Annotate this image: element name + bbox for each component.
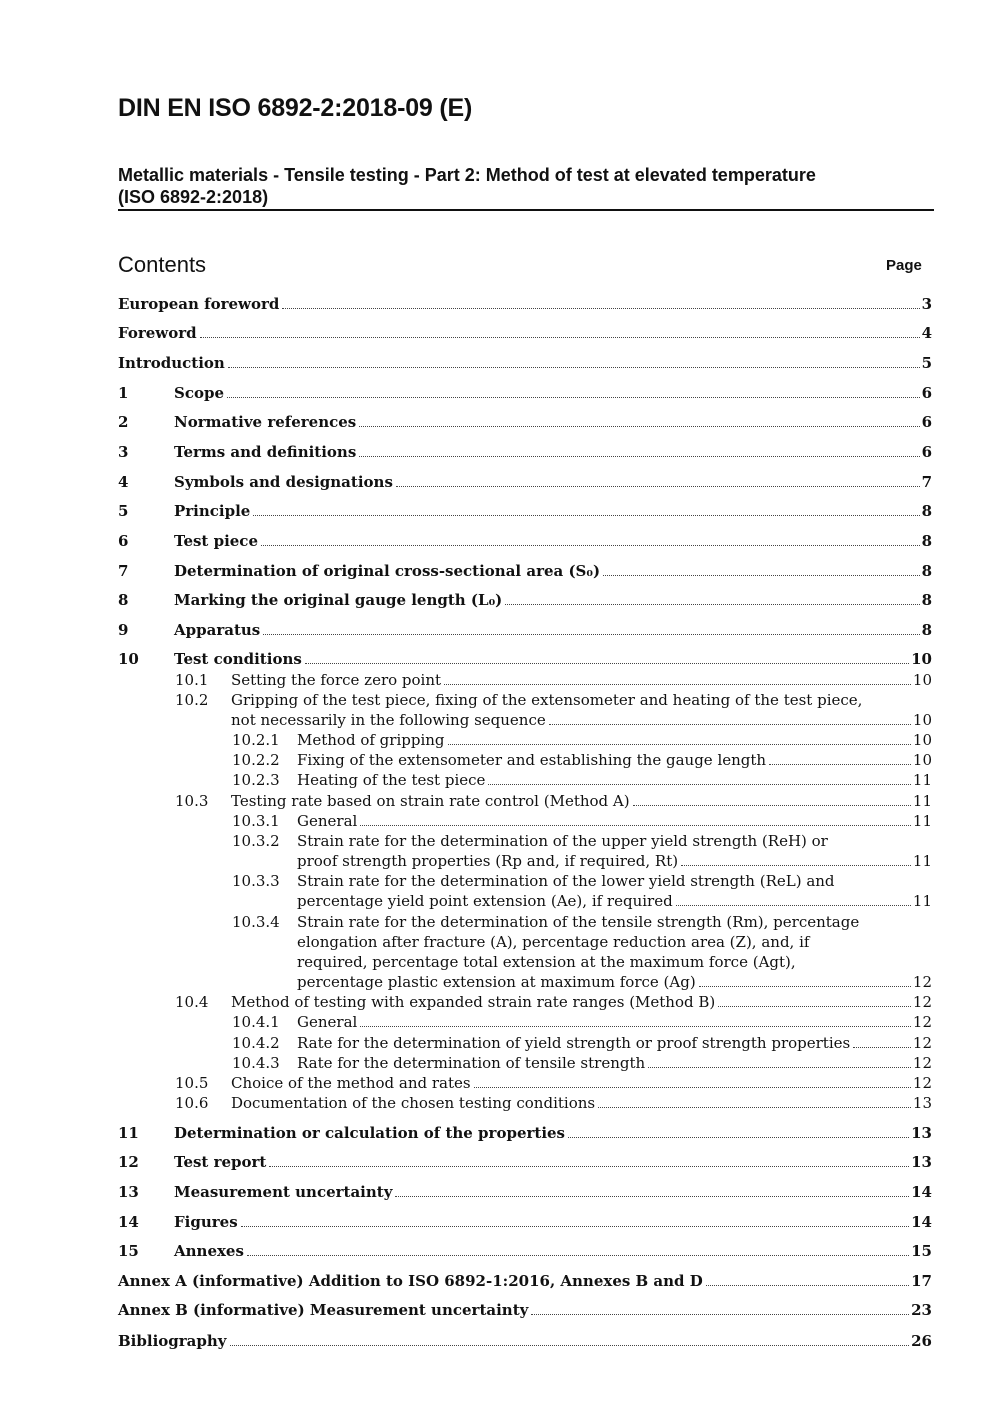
toc-entry-page: 10 <box>912 671 932 689</box>
toc-entry-page: 12 <box>912 1013 932 1031</box>
toc-entry-title: Foreword <box>118 324 197 342</box>
toc-entry[interactable] <box>0 690 932 710</box>
toc-entry[interactable] <box>0 972 932 992</box>
document-title: DIN EN ISO 6892-2:2018-09 (E) <box>118 94 473 122</box>
toc-entry-page: 12 <box>912 1034 932 1052</box>
toc-entry-number: 2 <box>118 413 129 431</box>
toc-dot-leader <box>853 1047 911 1048</box>
toc-dot-leader <box>360 1026 911 1027</box>
toc-entry[interactable] <box>0 670 932 690</box>
toc-dot-leader <box>488 784 911 785</box>
toc-entry-title: Scope <box>174 384 225 402</box>
toc-entry-number: 10.5 <box>175 1074 209 1092</box>
toc-dot-leader <box>549 724 911 725</box>
toc-dot-leader <box>227 397 920 398</box>
toc-entry[interactable] <box>0 791 932 811</box>
toc-entry-page: 14 <box>911 1213 932 1231</box>
toc-entry-page: 8 <box>921 591 932 609</box>
toc-entry-page: 11 <box>912 771 932 789</box>
toc-entry[interactable] <box>0 770 932 790</box>
toc-entry-title: European foreword <box>118 295 280 313</box>
toc-dot-leader <box>568 1137 909 1138</box>
toc-entry-number: 10.3.1 <box>232 812 280 830</box>
toc-dot-leader <box>706 1285 909 1286</box>
toc-dot-leader <box>603 575 920 576</box>
toc-entry-page: 6 <box>921 413 932 431</box>
toc-entry[interactable] <box>0 353 932 373</box>
toc-entry[interactable] <box>0 412 932 432</box>
toc-entry-page: 11 <box>912 812 932 830</box>
toc-entry-title: Determination or calculation of the properties <box>174 1124 566 1142</box>
toc-entry[interactable] <box>0 912 932 932</box>
toc-dot-leader <box>269 1166 909 1167</box>
toc-entry-number: 10.6 <box>175 1094 209 1112</box>
toc-entry-number: 10.3 <box>175 792 209 810</box>
toc-entry[interactable] <box>0 620 932 640</box>
toc-entry-title: Normative references <box>174 413 357 431</box>
toc-entry-number: 5 <box>118 502 129 520</box>
toc-dot-leader <box>598 1107 911 1108</box>
toc-entry-title: Terms and definitions <box>174 443 357 461</box>
toc-entry-page: 3 <box>921 295 932 313</box>
toc-dot-leader <box>395 1196 909 1197</box>
toc-dot-leader <box>676 905 911 906</box>
toc-entry[interactable] <box>0 649 932 669</box>
toc-entry-number: 1 <box>118 384 129 402</box>
toc-entry-title: Choice of the method and rates <box>231 1074 471 1092</box>
toc-entry-number: 11 <box>118 1124 139 1142</box>
toc-dot-leader <box>699 986 911 987</box>
toc-entry-page: 8 <box>921 532 932 550</box>
toc-dot-leader <box>444 684 911 685</box>
toc-entry[interactable] <box>0 952 932 972</box>
toc-entry[interactable] <box>0 871 932 891</box>
toc-entry-number: 10.2 <box>175 691 209 709</box>
toc-entry-title: Test piece <box>174 532 258 550</box>
toc-entry[interactable] <box>0 1123 932 1143</box>
toc-entry[interactable] <box>0 851 932 871</box>
toc-entry-number: 13 <box>118 1183 139 1201</box>
toc-entry[interactable] <box>0 1300 932 1320</box>
toc-entry-number: 12 <box>118 1153 139 1171</box>
toc-dot-leader <box>633 805 911 806</box>
toc-dot-leader <box>261 545 920 546</box>
toc-entry-title: Measurement uncertainty <box>174 1183 393 1201</box>
toc-entry[interactable] <box>0 891 932 911</box>
toc-entry[interactable] <box>0 561 932 581</box>
toc-entry[interactable] <box>0 1331 932 1351</box>
toc-entry-page: 7 <box>921 473 932 491</box>
toc-entry-page: 13 <box>912 1094 932 1112</box>
toc-entry-number: 4 <box>118 473 129 491</box>
toc-entry[interactable] <box>0 992 932 1012</box>
toc-entry-number: 10.3.4 <box>232 913 280 931</box>
toc-entry-number: 10.2.1 <box>232 731 280 749</box>
toc-entry-title: not necessarily in the following sequence <box>231 711 546 729</box>
toc-entry-number: 6 <box>118 532 129 550</box>
toc-entry-number: 10.3.3 <box>232 872 280 890</box>
toc-dot-leader <box>531 1314 909 1315</box>
toc-entry-page: 14 <box>911 1183 932 1201</box>
toc-entry[interactable] <box>0 1212 932 1232</box>
toc-entry[interactable] <box>0 710 932 730</box>
toc-entry-number: 14 <box>118 1213 139 1231</box>
toc-entry-title: Method of gripping <box>297 731 445 749</box>
toc-entry-page: 13 <box>911 1153 932 1171</box>
toc-entry-page: 6 <box>921 443 932 461</box>
toc-dot-leader <box>359 426 919 427</box>
toc-entry-title: Bibliography <box>118 1332 227 1350</box>
toc-dot-leader <box>247 1255 909 1256</box>
toc-dot-leader <box>263 634 919 635</box>
toc-entry-number: 10.1 <box>175 671 209 689</box>
toc-entry-number: 10.2.3 <box>232 771 280 789</box>
toc-entry[interactable] <box>0 932 932 952</box>
toc-dot-leader <box>253 515 919 516</box>
toc-entry-page: 11 <box>912 852 932 870</box>
toc-entry-title: required, percentage total extension at the maximum force (Agt), <box>297 953 796 971</box>
toc-dot-leader <box>228 367 920 368</box>
toc-entry-title: Fixing of the extensometer and establishing the gauge length <box>297 751 767 769</box>
toc-entry-number: 10.3.2 <box>232 832 280 850</box>
toc-dot-leader <box>396 486 920 487</box>
toc-entry[interactable] <box>0 1271 932 1291</box>
toc-entry-title: Setting the force zero point <box>231 671 442 689</box>
toc-entry-page: 10 <box>912 751 932 769</box>
toc-entry-page: 12 <box>912 1054 932 1072</box>
toc-entry-number: 8 <box>118 591 129 609</box>
toc-entry-number: 9 <box>118 621 129 639</box>
toc-dot-leader <box>359 456 919 457</box>
toc-entry-page: 8 <box>921 621 932 639</box>
toc-entry[interactable] <box>0 750 932 770</box>
toc-entry-page: 8 <box>921 502 932 520</box>
toc-entry[interactable] <box>0 442 932 462</box>
toc-entry-page: 12 <box>912 973 932 991</box>
toc-entry-page: 12 <box>912 993 932 1011</box>
toc-entry-number: 10.4.2 <box>232 1034 280 1052</box>
toc-entry-title: Rate for the determination of yield strength or proof strength properties <box>297 1034 851 1052</box>
toc-entry-title: Testing rate based on strain rate control (Method A) <box>231 792 630 810</box>
toc-entry[interactable] <box>0 531 932 551</box>
toc-entry-number: 3 <box>118 443 129 461</box>
toc-entry-title: General <box>297 1013 358 1031</box>
toc-entry-title: Apparatus <box>174 621 261 639</box>
toc-dot-leader <box>448 744 911 745</box>
toc-entry[interactable] <box>0 383 932 403</box>
toc-entry-number: 10.4.3 <box>232 1054 280 1072</box>
toc-dot-leader <box>241 1226 909 1227</box>
toc-entry-page: 10 <box>912 731 932 749</box>
toc-entry-page: 15 <box>911 1242 932 1260</box>
toc-entry-title: Figures <box>174 1213 238 1231</box>
subtitle-line-2: (ISO 6892-2:2018) <box>118 187 269 207</box>
toc-entry-page: 23 <box>911 1301 932 1319</box>
toc-entry-title: percentage plastic extension at maximum force (Ag) <box>297 973 696 991</box>
toc-entry-title: Method of testing with expanded strain rate ranges (Method B) <box>231 993 716 1011</box>
toc-dot-leader <box>200 337 920 338</box>
toc-dot-leader <box>230 1345 910 1346</box>
toc-entry-title: Test conditions <box>174 650 302 668</box>
toc-entry-page: 5 <box>921 354 932 372</box>
toc-entry-title: Heating of the test piece <box>297 771 486 789</box>
toc-entry[interactable] <box>0 1033 932 1053</box>
page-column-label: Page <box>886 257 922 274</box>
toc-entry-title: elongation after fracture (A), percentage reduction area (Z), and, if <box>297 933 810 951</box>
toc-dot-leader <box>681 865 911 866</box>
toc-dot-leader <box>305 663 909 664</box>
toc-entry-title: Annex B (informative) Measurement uncertainty <box>118 1301 529 1319</box>
toc-entry[interactable] <box>0 590 932 610</box>
toc-entry-page: 13 <box>911 1124 932 1142</box>
toc-entry-title: General <box>297 812 358 830</box>
toc-entry-title: Marking the original gauge length (L₀) <box>174 591 503 609</box>
toc-entry-title: Principle <box>174 502 251 520</box>
toc-entry-page: 4 <box>921 324 932 342</box>
toc-entry[interactable] <box>0 1053 932 1073</box>
subtitle-line-1: Metallic materials - Tensile testing - Part 2: Method of test at elevated temperature <box>118 165 816 185</box>
toc-entry[interactable] <box>0 1182 932 1202</box>
toc-dot-leader <box>505 604 919 605</box>
toc-entry-title: percentage yield point extension (Ae), if required <box>297 892 673 910</box>
toc-entry-page: 12 <box>912 1074 932 1092</box>
toc-entry-title: Annexes <box>174 1242 244 1260</box>
toc-entry-page: 11 <box>912 892 932 910</box>
toc-entry-number: 7 <box>118 562 129 580</box>
toc-entry-title: Strain rate for the determination of the lower yield strength (ReL) and <box>297 872 835 890</box>
title-divider <box>118 209 934 211</box>
toc-entry-page: 17 <box>911 1272 932 1290</box>
toc-entry[interactable] <box>0 1073 932 1093</box>
toc-entry[interactable] <box>0 730 932 750</box>
toc-entry-number: 10.4.1 <box>232 1013 280 1031</box>
toc-dot-leader <box>648 1067 911 1068</box>
toc-entry-page: 10 <box>912 711 932 729</box>
toc-entry-title: Symbols and designations <box>174 473 393 491</box>
toc-entry-title: Determination of original cross-sectional area (S₀) <box>174 562 601 580</box>
toc-dot-leader <box>360 825 911 826</box>
toc-entry[interactable] <box>0 294 932 314</box>
toc-entry-title: Strain rate for the determination of the upper yield strength (ReH) or <box>297 832 828 850</box>
toc-dot-leader <box>282 308 919 309</box>
toc-entry-title: Documentation of the chosen testing conditions <box>231 1094 596 1112</box>
toc-entry-title: Introduction <box>118 354 225 372</box>
toc-entry[interactable] <box>0 831 932 851</box>
toc-dot-leader <box>769 764 911 765</box>
toc-entry-number: 15 <box>118 1242 139 1260</box>
toc-entry[interactable] <box>0 1152 932 1172</box>
toc-entry-title: Test report <box>174 1153 267 1171</box>
toc-dot-leader <box>718 1006 911 1007</box>
toc-entry[interactable] <box>0 501 932 521</box>
toc-entry[interactable] <box>0 1012 932 1032</box>
toc-entry-page: 10 <box>911 650 932 668</box>
toc-entry-page: 11 <box>912 792 932 810</box>
toc-entry-title: Strain rate for the determination of the tensile strength (Rm), percentage <box>297 913 860 931</box>
toc-entry-number: 10 <box>118 650 139 668</box>
toc-entry-title: proof strength properties (Rp and, if required, Rt) <box>297 852 679 870</box>
toc-entry-page: 8 <box>921 562 932 580</box>
toc-entry[interactable] <box>0 1241 932 1261</box>
toc-entry-page: 6 <box>921 384 932 402</box>
toc-entry[interactable] <box>0 472 932 492</box>
toc-entry[interactable] <box>0 1093 932 1113</box>
toc-entry-title: Gripping of the test piece, fixing of the extensometer and heating of the test piece, <box>231 691 863 709</box>
toc-entry-title: Annex A (informative) Addition to ISO 6892-1:2016, Annexes B and D <box>118 1272 703 1290</box>
toc-entry-number: 10.4 <box>175 993 209 1011</box>
toc-entry[interactable] <box>0 811 932 831</box>
toc-entry-number: 10.2.2 <box>232 751 280 769</box>
toc-entry-title: Rate for the determination of tensile strength <box>297 1054 646 1072</box>
contents-heading: Contents <box>118 252 207 277</box>
toc-entry-page: 26 <box>911 1332 932 1350</box>
document-subtitle <box>118 164 934 208</box>
toc-entry[interactable] <box>0 323 932 343</box>
toc-dot-leader <box>474 1087 911 1088</box>
